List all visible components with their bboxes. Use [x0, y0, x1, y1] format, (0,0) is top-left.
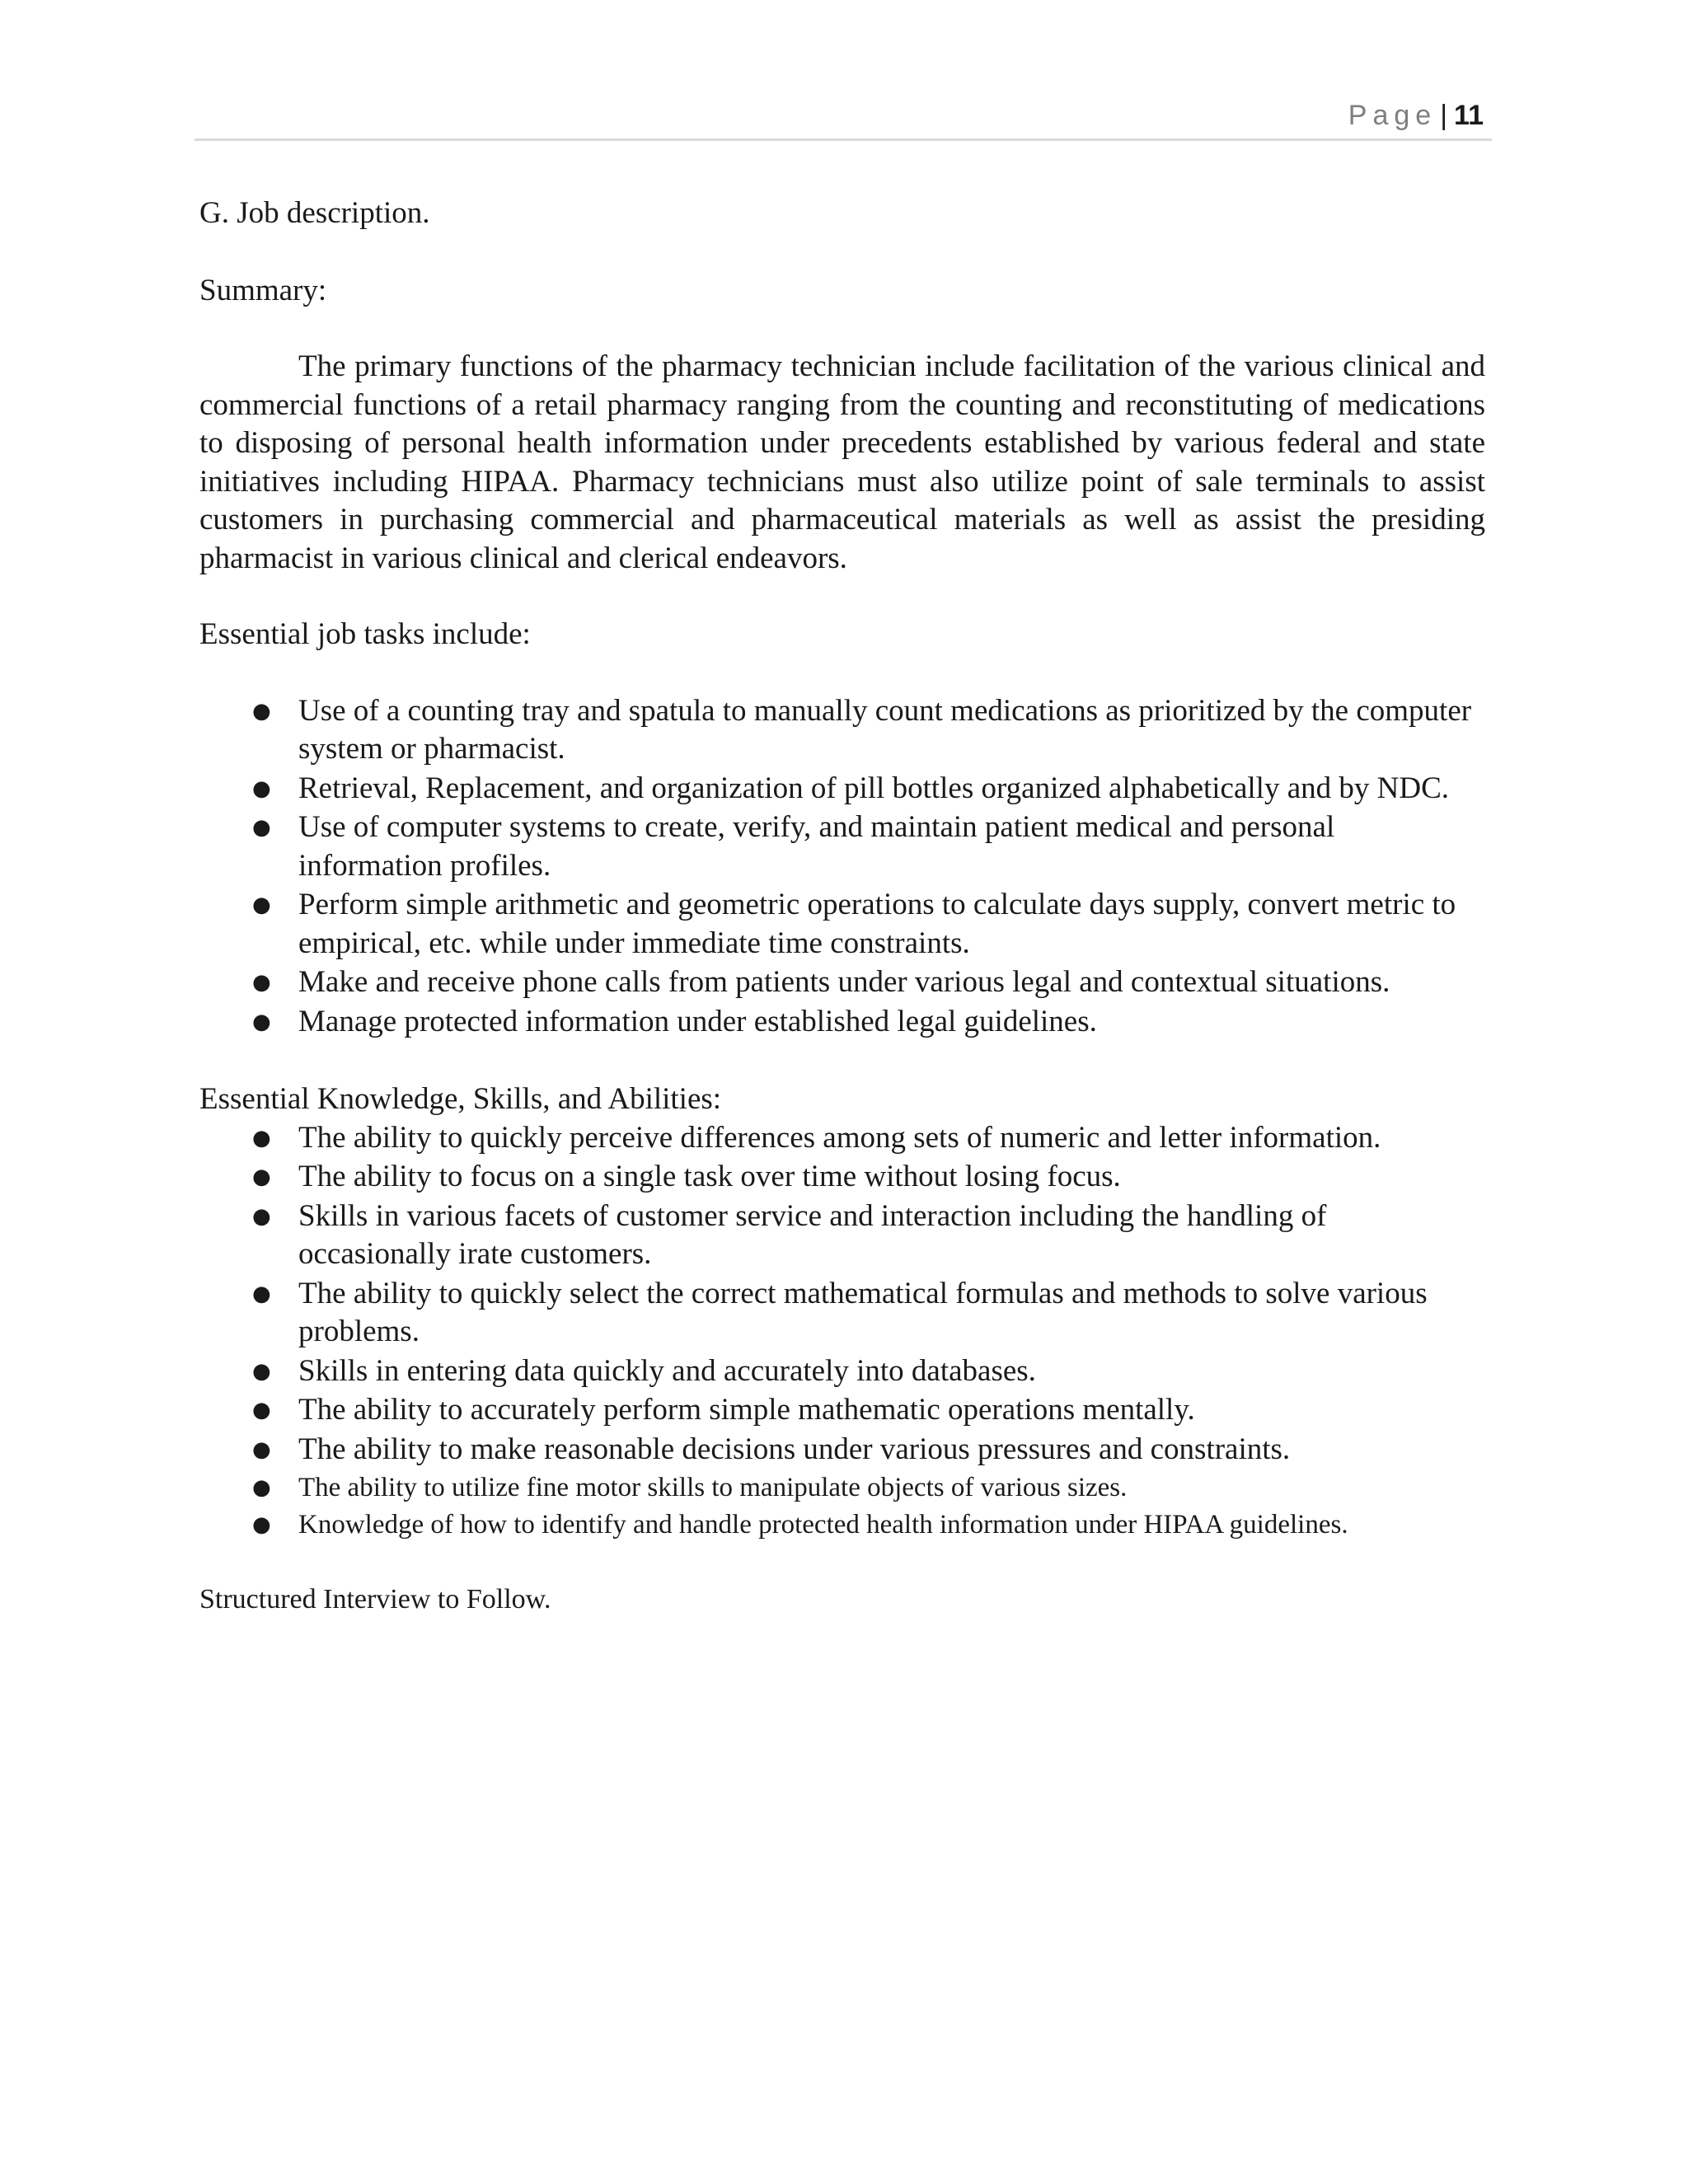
list-item-text: Skills in various facets of customer service and interaction including the handling of occasionally irate customers.	[298, 1198, 1327, 1271]
list-item	[199, 1275, 1485, 1352]
bullet-icon: ●	[252, 776, 271, 801]
document-body	[199, 194, 1485, 1619]
summary-heading: Summary:	[199, 273, 327, 307]
bullet-icon: ●	[252, 1203, 271, 1229]
page-label: Page	[1348, 100, 1437, 131]
bullet-icon: ●	[252, 893, 271, 917]
ksa-list	[199, 1119, 1485, 1544]
bullet-icon: ●	[252, 1125, 271, 1151]
list-item	[199, 1469, 1485, 1506]
list-item	[199, 1197, 1485, 1274]
list-item	[199, 1119, 1485, 1158]
list-item-text: Retrieval, Replacement, and organization of pill bottles organized alphabetically and by NDC.	[298, 771, 1449, 805]
bullet-icon: ●	[252, 1165, 271, 1189]
list-item-text: Skills in entering data quickly and accurately into databases.	[298, 1353, 1036, 1388]
tasks-list	[199, 692, 1485, 1042]
summary-paragraph: The primary functions of the pharmacy technician include facilitation of the various clinical and commercial functions of a retail pharmacy ranging from the counting and reconstituting of medications to disposing of personal health information under precedents established by various federal and state initiatives including HIPAA. Pharmacy technicians must also utilize point of sale terminals to assist customers in purchasing commercial and pharmaceutical materials as well as assist the presiding pharmacist in various clinical and clerical endeavors.	[199, 349, 1485, 575]
list-item	[199, 1158, 1485, 1197]
list-item-text: The ability to focus on a single task over time without losing focus.	[298, 1160, 1121, 1193]
list-item-text: Manage protected information under established legal guidelines.	[298, 1004, 1097, 1038]
section-title: G. Job description.	[199, 196, 430, 230]
bullet-icon: ●	[252, 1281, 271, 1306]
bullet-icon: ●	[252, 1358, 271, 1384]
list-item-text: The ability to quickly perceive differences among sets of numeric and letter information.	[298, 1120, 1381, 1155]
bullet-icon: ●	[252, 970, 271, 995]
bullet-icon: ●	[252, 815, 271, 840]
list-item	[199, 1352, 1485, 1391]
list-item	[199, 808, 1485, 885]
bullet-icon: ●	[252, 1009, 271, 1034]
bullet-icon: ●	[252, 1475, 271, 1500]
bullet-icon: ●	[252, 698, 271, 724]
list-item-text: Use of computer systems to create, verify, and maintain patient medical and personal information profiles.	[298, 810, 1335, 883]
list-item-text: Knowledge of how to identify and handle protected health information under HIPAA guidelines.	[298, 1510, 1348, 1540]
ksa-heading: Essential Knowledge, Skills, and Abilities:	[199, 1082, 722, 1116]
list-item-text: Use of a counting tray and spatula to manually count medications as prioritized by the computer system or pharmacist.	[298, 693, 1472, 766]
list-item	[199, 886, 1485, 963]
list-item	[199, 963, 1485, 1002]
list-item-text: Perform simple arithmetic and geometric operations to calculate days supply, convert metric to empirical, etc. while under immediate time constraints.	[298, 888, 1456, 960]
list-item	[199, 770, 1485, 808]
list-item-text: The ability to utilize fine motor skills to manipulate objects of various sizes.	[298, 1473, 1128, 1502]
list-item	[199, 692, 1485, 769]
list-item	[199, 1391, 1485, 1430]
list-item-text: The ability to accurately perform simple mathematic operations mentally.	[298, 1393, 1195, 1427]
closing-line: Structured Interview to Follow.	[199, 1584, 551, 1615]
bullet-icon: ●	[252, 1398, 271, 1422]
list-item	[199, 1003, 1485, 1042]
bullet-icon: ●	[252, 1436, 271, 1462]
page-number-value: 11	[1454, 100, 1484, 131]
page-header	[195, 92, 1492, 141]
bullet-icon: ●	[252, 1512, 271, 1537]
page-number	[1348, 99, 1484, 132]
list-item-text: The ability to make reasonable decisions under various pressures and constraints.	[298, 1432, 1291, 1466]
list-item-text: The ability to quickly select the correct mathematical formulas and methods to solve various problems.	[298, 1276, 1428, 1348]
list-item	[199, 1507, 1485, 1543]
tasks-heading: Essential job tasks include:	[199, 617, 531, 651]
page-separator: |	[1440, 100, 1448, 131]
list-item	[199, 1431, 1485, 1469]
list-item-text: Make and receive phone calls from patients under various legal and contextual situations.	[298, 965, 1390, 999]
